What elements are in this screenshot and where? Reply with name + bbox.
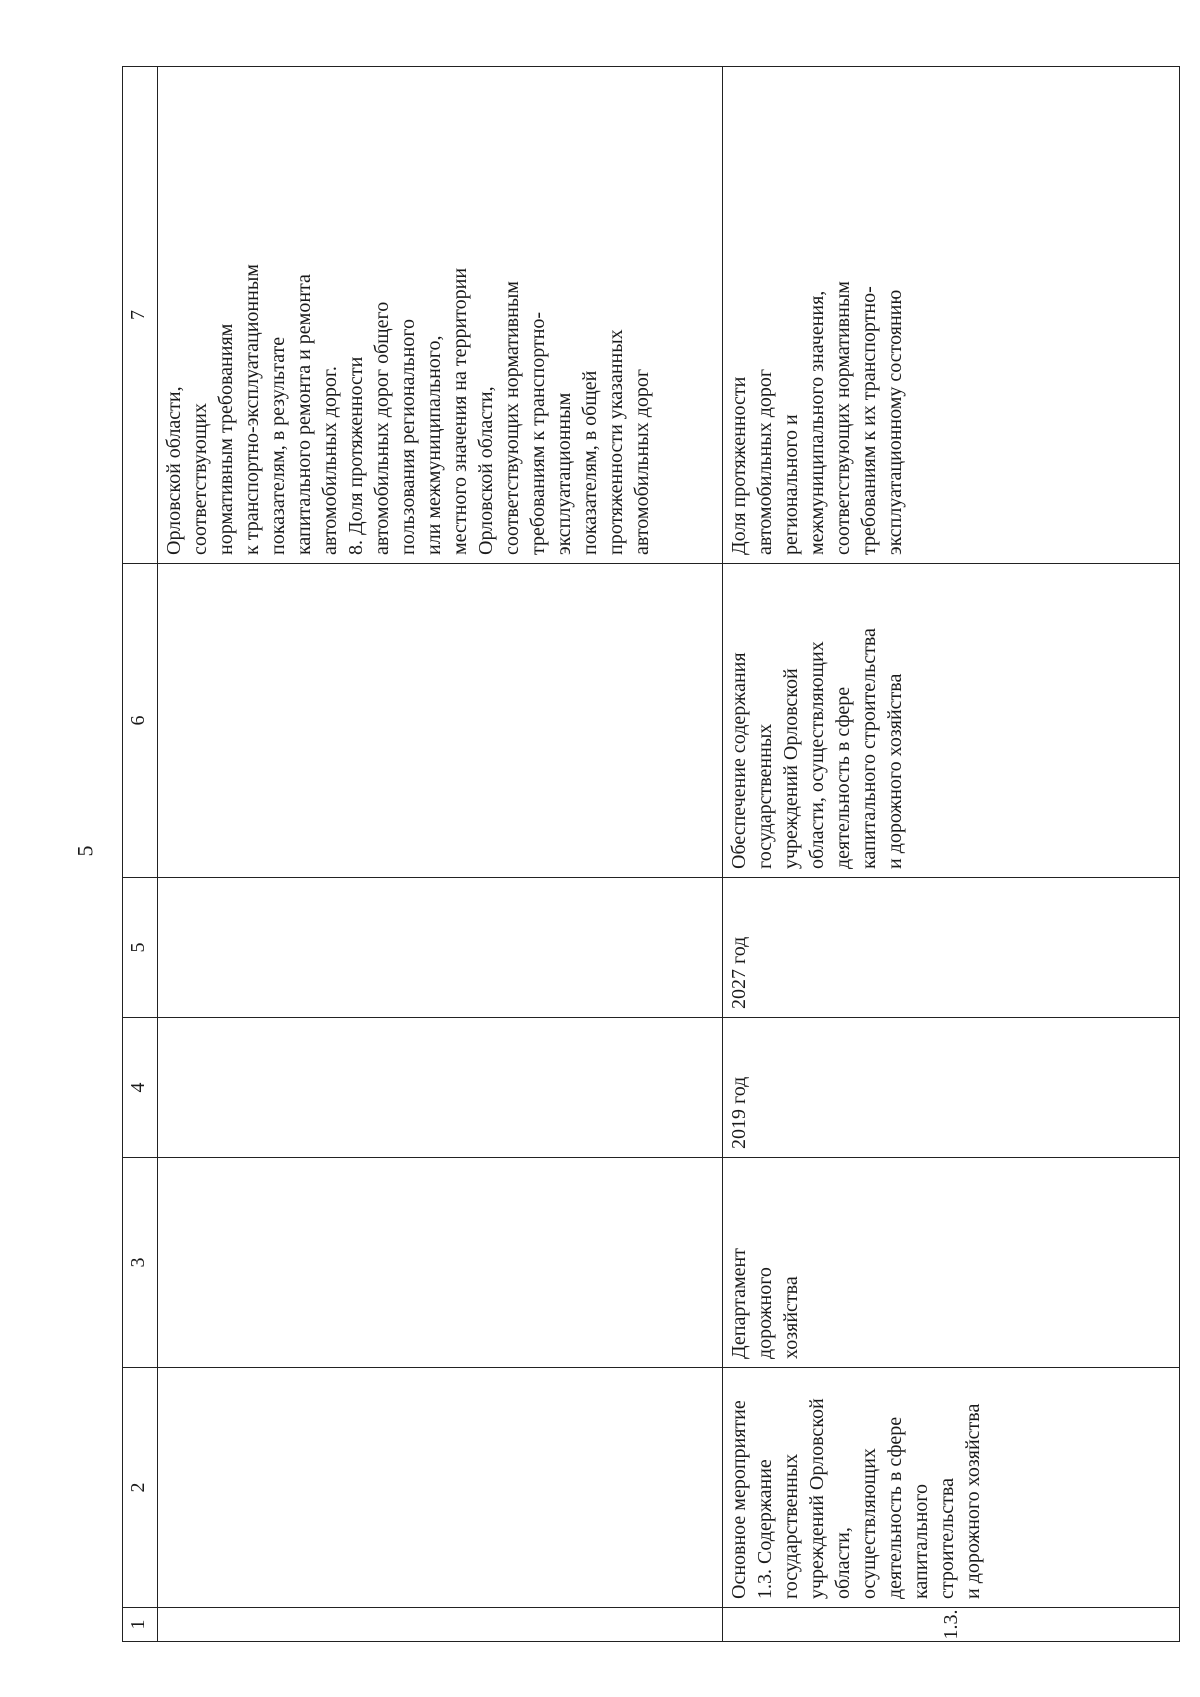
table-row-continued bbox=[158, 67, 723, 1642]
header-cell-5: 5 bbox=[123, 878, 158, 1018]
table-row-1-3 bbox=[723, 67, 1180, 1642]
cell-empty bbox=[158, 1368, 723, 1608]
activity-name-cell: Основное мероприятие 1.3. Содержание государственных учреждений Орловской области, осуществляющих деятельность в сфере капитального строительства и дорожного хозяйства bbox=[723, 1368, 1180, 1608]
row-number: 1.3. bbox=[723, 1608, 1180, 1642]
cell-empty bbox=[158, 1018, 723, 1158]
header-cell-6: 6 bbox=[123, 564, 158, 878]
program-table bbox=[122, 66, 1180, 1642]
header-cell-1: 1 bbox=[123, 1608, 158, 1642]
header-row bbox=[123, 67, 158, 1642]
rotated-table-container bbox=[122, 66, 1180, 1642]
end-year-cell: 2027 год bbox=[723, 878, 1180, 1018]
header-cell-3: 3 bbox=[123, 1158, 158, 1368]
header-cell-4: 4 bbox=[123, 1018, 158, 1158]
cell-empty bbox=[158, 564, 723, 878]
header-cell-2: 2 bbox=[123, 1368, 158, 1608]
indicator-cell: Доля протяженности автомобильных дорог регионального и межмуниципального значения, соответствующих нормативным требованиям к их транспортно- эксплуатационному состоянию bbox=[723, 67, 1180, 564]
executor-cell: Департамент дорожного хозяйства bbox=[723, 1158, 1180, 1368]
cell-empty bbox=[158, 1158, 723, 1368]
start-year-cell: 2019 год bbox=[723, 1018, 1180, 1158]
header-cell-7: 7 bbox=[123, 67, 158, 564]
expected-result-cell: Обеспечение содержания государственных учреждений Орловской области, осуществляющих деятельность в сфере капитального строительства и дорожного хозяйства bbox=[723, 564, 1180, 878]
cell-empty bbox=[158, 878, 723, 1018]
cell-empty bbox=[158, 1608, 723, 1642]
page-number: 5 bbox=[72, 845, 98, 857]
indicator-cell-continued: Орловской области, соответствующих нормативным требованиям к транспортно-эксплуатационным показателям, в результате капитального ремонта и ремонта автомобильных дорог. 8. Доля протяженности автомобильных дорог общего пользования регионального или межмуниципального, местного значения на территории Орловской области, соответствующих нормативным требованиям к транспортно- эксплуатационным показателям, в общей протяженности указанных автомобильных дорог bbox=[158, 67, 723, 564]
